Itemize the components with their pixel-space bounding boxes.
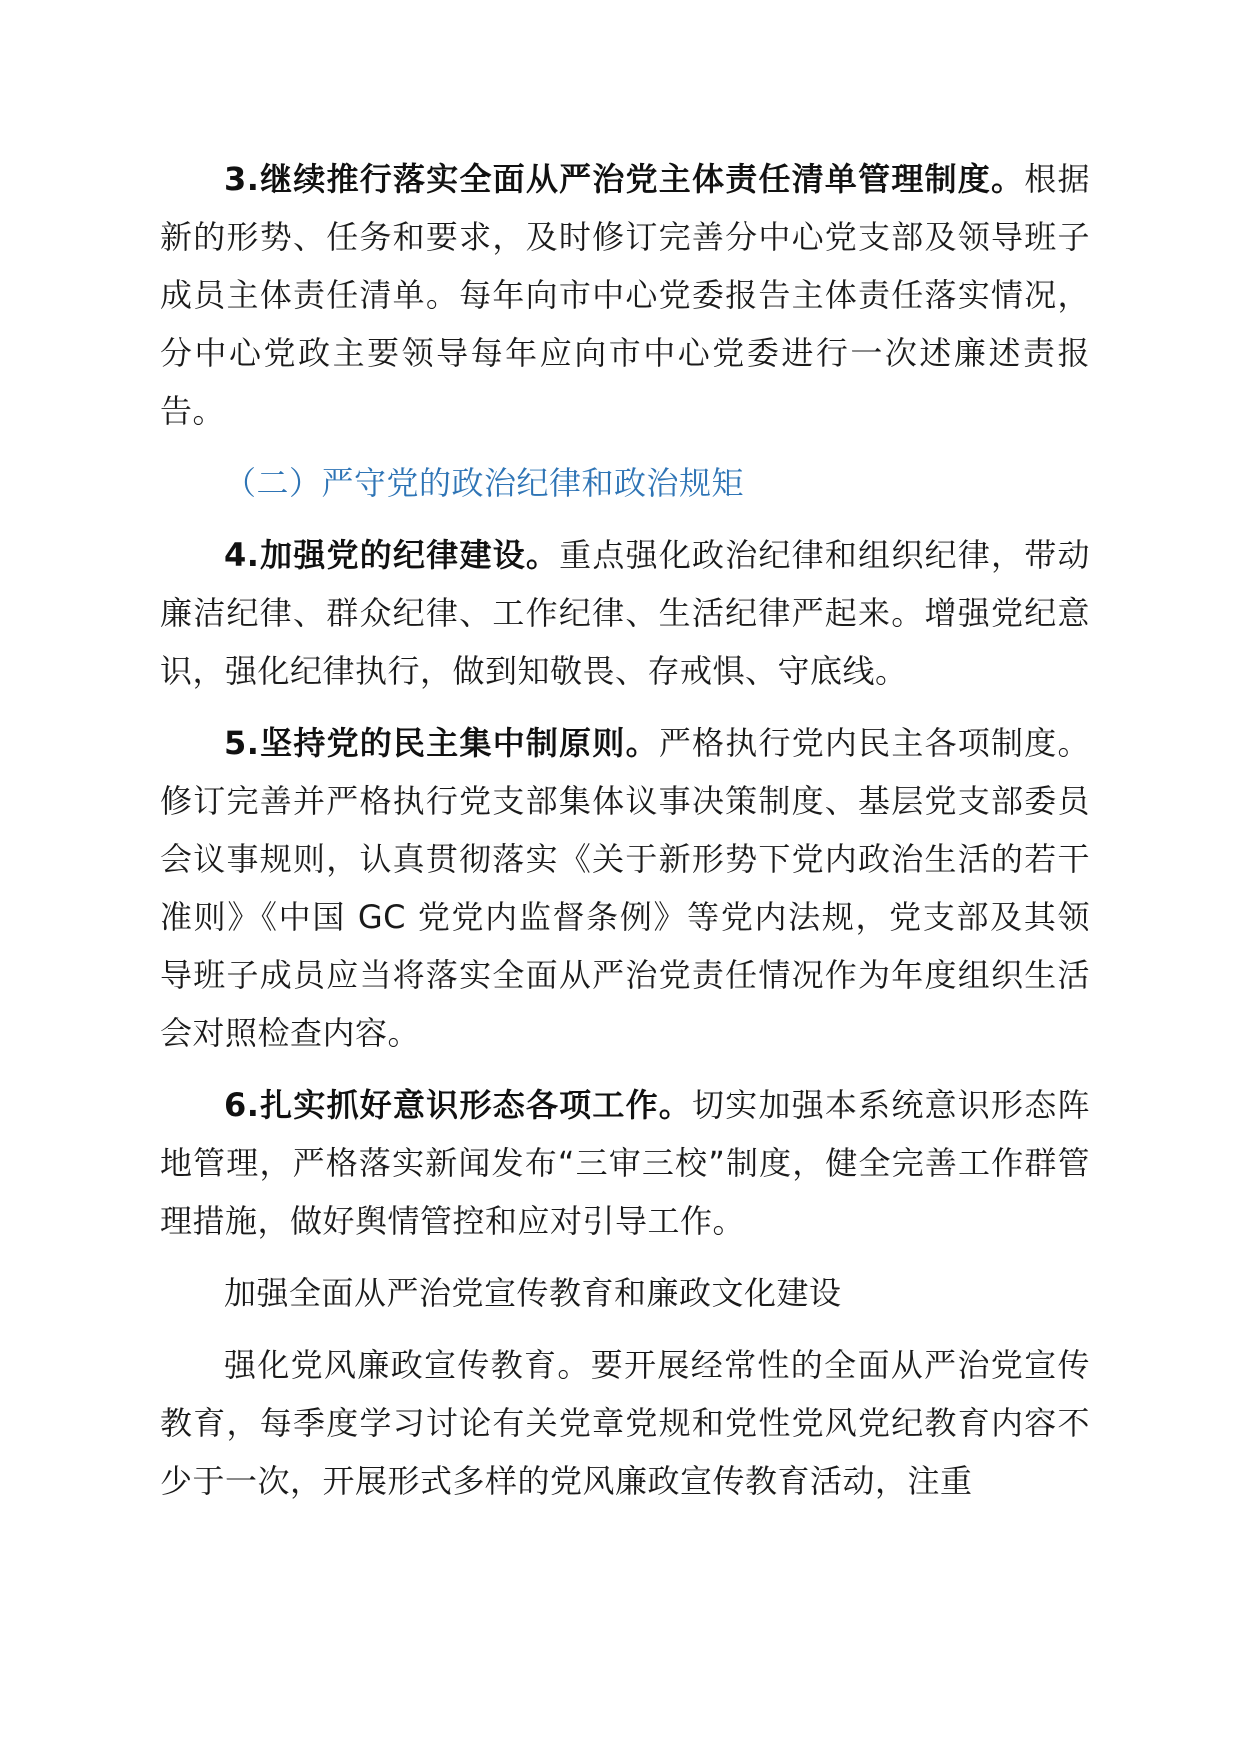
- paragraph-text: 重点强化政治纪律和组织纪律，带动廉洁纪律、群众纪律、工作纪律、生活纪律严起来。增强党纪意识，强化纪律执行，做到知敬畏、存戒惧、守底线。: [160, 536, 1090, 690]
- sub-heading: 加强全面从严治党宣传教育和廉政文化建设: [224, 1274, 842, 1312]
- paragraph-text: 根据新的形势、任务和要求，及时修订完善分中心党支部及领导班子成员主体责任清单。每年向市中心党委报告主体责任落实情况，分中心党政主要领导每年应向市中心党委进行一次述廉述责报告。: [160, 160, 1090, 430]
- paragraph-text: 切实加强本系统意识形态阵地管理，严格落实新闻发布“三审三校”制度，健全完善工作群管理措施，做好舆情管控和应对引导工作。: [160, 1086, 1090, 1240]
- paragraph-text: 强化党风廉政宣传教育。要开展经常性的全面从严治党宣传教育，每季度学习讨论有关党章党规和党性党风党纪教育内容不少于一次，开展形式多样的党风廉政宣传教育活动，注重: [160, 1346, 1090, 1500]
- paragraph-item-5: [160, 714, 1090, 1062]
- paragraph-item-6: [160, 1076, 1090, 1250]
- paragraph-lead: 5.坚持党的民主集中制原则。: [224, 724, 659, 762]
- paragraph-item-3: [160, 150, 1090, 440]
- paragraph-lead: 4.加强党的纪律建设。: [224, 536, 560, 574]
- paragraph-text: 严格执行党内民主各项制度。修订完善并严格执行党支部集体议事决策制度、基层党支部委员会议事规则，认真贯彻落实《关于新形势下党内政治生活的若干准则》《中国 GC 党党内监督条例》等党内法规，党支部及其领导班子成员应当将落实全面从严治党责任情况作为年度组织生活会对照检查内容。: [160, 724, 1090, 1052]
- paragraph-item-7: [160, 1336, 1090, 1510]
- section-heading: （二）严守党的政治纪律和政治规矩: [224, 464, 745, 502]
- paragraph-item-4: [160, 526, 1090, 700]
- paragraph-lead: 3.继续推行落实全面从严治党主体责任清单管理制度。: [224, 160, 1025, 198]
- paragraph-lead: 6.扎实抓好意识形态各项工作。: [224, 1086, 693, 1124]
